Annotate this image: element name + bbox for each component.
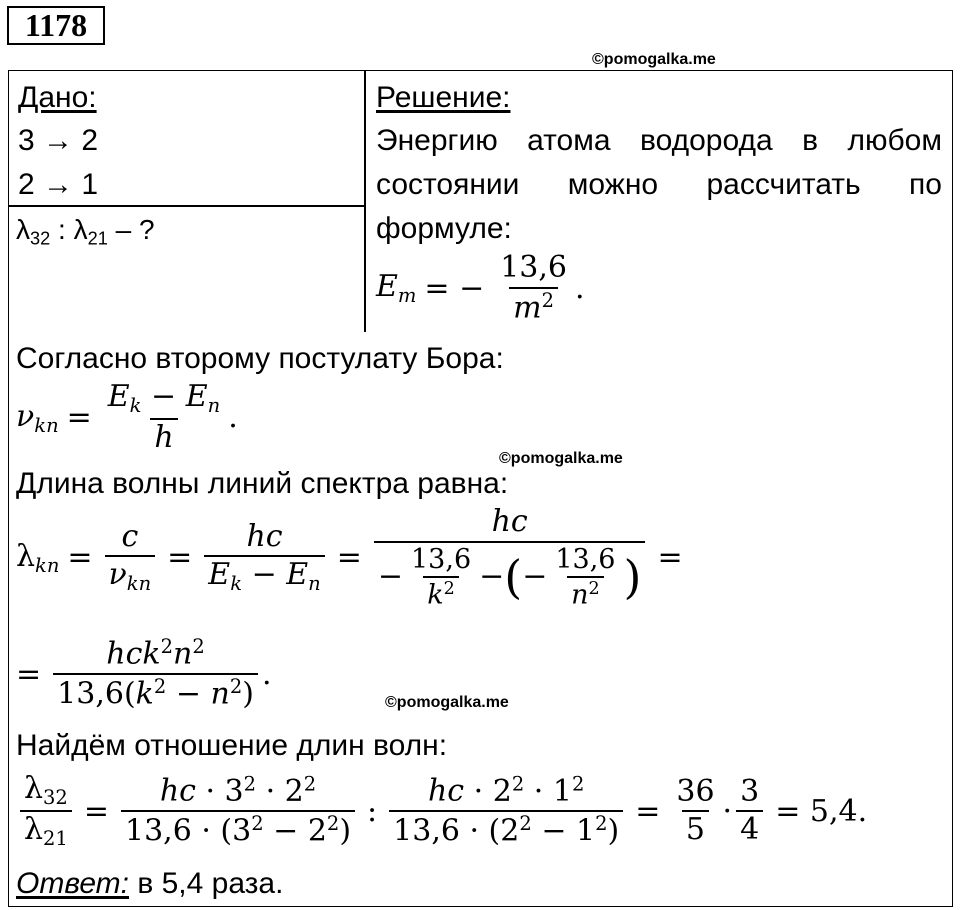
answer [16,866,283,902]
watermark: ©pomogalka.me [385,694,509,711]
ratio-text: Найдём отношение длин волн: [16,729,448,762]
wavelength-formula: $\lambda_{kn}$ = $\frac{c}{\nu_{kn}}$ = $\frac{hc}{E_k - E_n}$ = hc − $\frac{13,6}{k^2}$ − ( − $\frac{13,6}{n^2}$ ) = [16,504,683,611]
ratio-formula: $\frac{\lambda_{32}}{\lambda_{21}}$ = $\frac{hc \cdot 3^2 \cdot 2^2}{13,6 \cdot (3^2 - 2^2)}$ : $\frac{hc \cdot 2^2 \cdot 1^2}{13,6 \cdot (2^2 - 1^2)}$ = $\frac{36}{5}$ · $\frac{3}{4}$ = 5,4. [16,772,875,851]
given-title: Дано: [18,81,97,114]
solution-title: Решение: [376,81,511,114]
answer-value: в 5,4 раза. [129,867,284,900]
intro-line-2: состоянии можно рассчитать по [376,168,942,201]
bohr-postulate-text: Согласно второму постулату Бора: [16,342,504,375]
find-quantity: $\lambda_{32}$ : $\lambda_{21}$ – ? [16,214,155,249]
intro-line-3: формуле: [376,212,512,245]
given-divider-vertical [364,70,366,332]
problem-number: 1178 [7,6,105,45]
find-question: – ? [115,214,155,245]
given-transition-2: 2 → 1 [18,168,99,201]
watermark: ©pomogalka.me [499,450,623,467]
watermark: ©pomogalka.me [592,51,716,68]
wavelength-text: Длина волны линий спектра равна: [16,467,509,500]
given-divider-horizontal [8,205,365,207]
answer-label: Ответ: [16,867,129,900]
given-transition-1: 3 → 2 [18,124,99,157]
frequency-formula: $\nu_{kn}$ = $\frac{E_k - E_n}{h}$ . [16,379,238,456]
intro-text [376,123,942,203]
intro-line-1: Энергию атома водорода в любом [376,124,942,157]
energy-formula: $E_m$ = − $\frac{13,6}{m^2}$ . [376,250,585,326]
wavelength-formula-simplified: = $\frac{hck^2n^2}{13,6(k^2 - n^2)}$ . [16,635,272,712]
